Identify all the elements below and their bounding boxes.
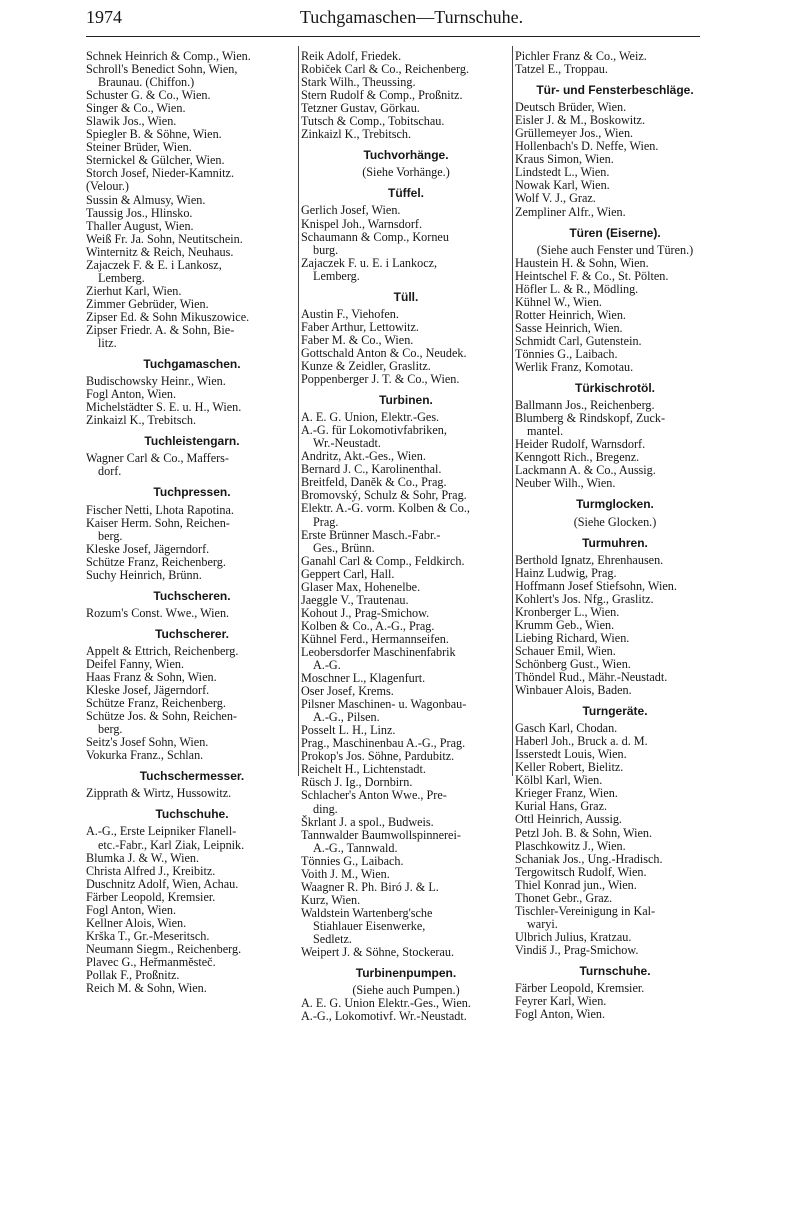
directory-entry: Kraus Simon, Wien. — [515, 152, 614, 167]
section-note: (Siehe auch Pumpen.) — [352, 983, 460, 998]
directory-entry: Schütze Franz, Reichenberg. — [86, 554, 226, 569]
column-divider — [512, 46, 513, 776]
directory-entry: Kurz, Wien. — [301, 892, 361, 907]
running-title: Tuchgamaschen—Turnschuhe. — [299, 7, 524, 27]
page-number: 1974 — [86, 7, 122, 27]
directory-entry: Pilsner Maschinen- u. Wagonbau- — [301, 697, 467, 712]
section-heading: Tuchpressen. — [153, 485, 231, 500]
directory-entry: Plavec G., Heřmanměsteč. — [86, 954, 216, 969]
section-heading: Turnschuhe. — [579, 964, 651, 978]
directory-entry: Kronberger L., Wien. — [515, 604, 620, 619]
directory-entry: Prag. — [313, 514, 339, 529]
section-heading: Tüll. — [393, 289, 419, 304]
directory-entry: Kaiser Herm. Sohn, Reichen- — [86, 515, 230, 530]
directory-entry: Haas Franz & Sohn, Wien. — [86, 670, 217, 685]
directory-entry: Kölbl Karl, Wien. — [515, 773, 603, 788]
directory-entry: Schuster G. & Co., Wien. — [86, 88, 211, 103]
directory-entry: litz. — [98, 336, 117, 351]
directory-entry: Rüsch J. Ig., Dornbirn. — [301, 775, 413, 790]
directory-entry: Kühnel W., Wien. — [515, 294, 602, 309]
directory-entry: Rozum's Const. Wwe., Wien. — [86, 605, 230, 620]
column-3 — [515, 50, 715, 1021]
section-heading: Tuchvorhänge. — [363, 148, 449, 163]
directory-entry: Ges., Brünn. — [313, 540, 375, 555]
directory-entry: Färber Leopold, Kremsier. — [515, 981, 645, 996]
directory-entry: Gottschald Anton & Co., Neudek. — [301, 345, 467, 360]
directory-entry: Kunze & Zeidler, Graslitz. — [301, 358, 431, 373]
directory-entry: Pichler Franz & Co., Weiz. — [515, 49, 647, 63]
directory-entry: Voith J. M., Wien. — [301, 866, 390, 881]
directory-entry: waryi. — [527, 916, 558, 931]
section-heading: Tuchscherer. — [155, 626, 229, 641]
directory-entry: Wagner Carl & Co., Maffers- — [86, 451, 229, 466]
directory-entry: Tischler-Vereinigung in Kal- — [515, 903, 656, 918]
directory-entry: Winternitz & Reich, Neuhaus. — [86, 244, 234, 259]
directory-entry: Kohout J., Prag-Smichow. — [301, 605, 430, 620]
directory-entry: Zajaczek F. & E. i Lankosz, — [86, 257, 222, 272]
directory-entry: Tatzel E., Troppau. — [515, 62, 608, 77]
section-heading: Tuchscheren. — [153, 588, 231, 603]
directory-entry: Faber Arthur, Lettowitz. — [301, 319, 419, 334]
directory-entry: ding. — [313, 801, 338, 816]
directory-entry: Heider Rudolf, Warnsdorf. — [515, 437, 646, 452]
directory-entry: Winbauer Alois, Baden. — [515, 683, 632, 698]
directory-entry: Petzl Joh. B. & Sohn, Wien. — [515, 825, 653, 840]
directory-entry: Kohlert's Jos. Nfg., Graslitz. — [515, 591, 654, 606]
directory-entry: Krumm Geb., Wien. — [515, 617, 615, 632]
directory-entry: Tönnies G., Laibach. — [301, 853, 404, 868]
directory-entry: Fogl Anton, Wien. — [515, 1007, 606, 1022]
directory-entry: Grüllemeyer Jos., Wien. — [515, 126, 634, 141]
directory-entry: Robiček Carl & Co., Reichenberg. — [301, 62, 469, 77]
directory-entry: Suchy Heinrich, Brünn. — [86, 567, 202, 582]
directory-entry: Zinkaizl K., Trebitsch. — [86, 413, 197, 428]
directory-entry: Sedletz. — [313, 932, 352, 946]
directory-entry: Thiel Konrad jun., Wien. — [515, 877, 637, 892]
directory-entry: (Velour.) — [86, 179, 129, 194]
directory-entry: Reik Adolf, Friedek. — [301, 49, 402, 63]
directory-entry: Deutsch Brüder, Wien. — [515, 100, 627, 115]
directory-entry: Neuber Wilh., Wien. — [515, 476, 616, 491]
directory-entry: Schütze Jos. & Sohn, Reichen- — [86, 709, 237, 724]
directory-entry: Schaniak Jos., Ung.-Hradisch. — [515, 851, 663, 866]
directory-entry: Feyrer Karl, Wien. — [515, 994, 607, 1009]
directory-entry: Reichelt H., Lichtenstadt. — [301, 762, 426, 777]
directory-entry: Kühnel Ferd., Hermannseifen. — [301, 631, 449, 646]
directory-entry: Lemberg. — [313, 268, 360, 283]
directory-entry: berg. — [98, 528, 123, 543]
directory-entry: Weiß Fr. Ja. Sohn, Neutitschein. — [86, 231, 243, 246]
directory-entry: Leobersdorfer Maschinenfabrik — [301, 644, 456, 659]
directory-entry: Deifel Fanny, Wien. — [86, 656, 184, 671]
directory-entry: Vokurka Franz., Schlan. — [86, 748, 204, 763]
directory-entry: Berthold Ignatz, Ehrenhausen. — [515, 552, 664, 567]
section-heading: Tuchschermesser. — [139, 769, 245, 784]
directory-entry: Stark Wilh., Theussing. — [301, 75, 416, 90]
directory-entry: Hollenbach's D. Neffe, Wien. — [515, 139, 659, 154]
directory-entry: Škrlant J. a spol., Budweis. — [301, 814, 434, 829]
directory-entry: Tutsch & Comp., Tobitschau. — [301, 114, 445, 129]
directory-entry: Fogl Anton, Wien. — [86, 387, 177, 402]
directory-entry: Thöndel Rud., Mähr.-Neustadt. — [515, 670, 668, 685]
directory-entry: A.-G., Erste Leipniker Flanell- — [86, 824, 237, 839]
directory-entry: Sussin & Almusy, Wien. — [86, 192, 206, 207]
directory-entry: Keller Robert, Bielitz. — [515, 760, 624, 775]
directory-entry: Austin F., Viehofen. — [301, 306, 399, 321]
directory-entry: Tannwalder Baumwollspinnerei- — [301, 827, 461, 842]
directory-entry: Blumka J. & W., Wien. — [86, 850, 200, 865]
directory-entry: Taussig Jos., Hlinsko. — [86, 205, 193, 220]
directory-entry: Schroll's Benedict Sohn, Wien, — [86, 62, 238, 77]
directory-entry: Weipert J. & Söhne, Stockerau. — [301, 945, 455, 960]
directory-entry: Neumann Siegm., Reichenberg. — [86, 941, 242, 956]
directory-entry: Plaschkowitz J., Wien. — [515, 838, 626, 853]
directory-entry: Geppert Carl, Hall. — [301, 566, 395, 581]
directory-entry: Vindiš J., Prag-Smichow. — [515, 942, 639, 957]
directory-entry: Bromovský, Schulz & Sohr, Prag. — [301, 488, 467, 503]
directory-entry: Schütze Franz, Reichenberg. — [86, 696, 226, 711]
directory-entry: Zimmer Gebrüder, Wien. — [86, 296, 209, 311]
section-heading: Tuchleistengarn. — [144, 434, 240, 449]
directory-entry: Höfler L. & R., Mödling. — [515, 281, 639, 296]
directory-entry: Hoffmann Josef Stiefsohn, Wien. — [515, 578, 677, 593]
directory-entry: Zipser Friedr. A. & Sohn, Bie- — [86, 322, 235, 337]
directory-entry: Schmidt Carl, Gutenstein. — [515, 333, 642, 348]
directory-entry: Bernard J. C., Karolinenthal. — [301, 462, 442, 477]
header-rule — [86, 36, 700, 37]
section-note: (Siehe Glocken.) — [573, 514, 657, 529]
directory-entry: Budischowsky Heinr., Wien. — [86, 374, 226, 389]
directory-entry: Braunau. (Chiffon.) — [98, 75, 195, 90]
directory-entry: Haustein H. & Sohn, Wien. — [515, 255, 649, 270]
directory-entry: Kenngott Rich., Bregenz. — [515, 450, 640, 465]
directory-entry: Spiegler B. & Söhne, Wien. — [86, 127, 222, 142]
section-heading: Turbinenpumpen. — [355, 966, 457, 981]
directory-entry: Tetzner Gustav, Görkau. — [301, 101, 420, 116]
directory-entry: Kleske Josef, Jägerndorf. — [86, 683, 210, 698]
directory-entry: Haberl Joh., Bruck a. d. M. — [515, 734, 648, 749]
directory-entry: mantel. — [527, 424, 564, 439]
directory-entry: Fogl Anton, Wien. — [86, 902, 177, 917]
directory-entry: Schnek Heinrich & Comp., Wien. — [86, 49, 251, 63]
directory-entry: A.-G., Tannwald. — [313, 840, 398, 855]
directory-entry: dorf. — [98, 464, 122, 479]
directory-entry: Andritz, Akt.-Ges., Wien. — [301, 449, 426, 464]
directory-entry: Blumberg & Rindskopf, Zuck- — [515, 411, 666, 426]
directory-entry: A.-G. für Lokomotivfabriken, — [301, 423, 447, 438]
column-2 — [301, 50, 511, 1023]
directory-entry: Christa Alfred J., Kreibitz. — [86, 863, 216, 878]
directory-entry: Thonet Gebr., Graz. — [515, 890, 613, 905]
directory-entry: Glaser Max, Hohenelbe. — [301, 579, 421, 594]
directory-entry: A. E. G. Union, Elektr.-Ges. — [301, 410, 440, 425]
directory-entry: Gasch Karl, Chodan. — [515, 721, 618, 736]
directory-entry: Zempliner Alfr., Wien. — [515, 204, 626, 219]
directory-entry: Faber M. & Co., Wien. — [301, 332, 414, 347]
directory-entry: Breitfeld, Daněk & Co., Prag. — [301, 475, 447, 490]
directory-entry: Oser Josef, Krems. — [301, 684, 394, 699]
directory-entry: Michelstädter S. E. u. H., Wien. — [86, 400, 242, 415]
directory-entry: Isserstedt Louis, Wien. — [515, 747, 627, 762]
directory-entry: Storch Josef, Nieder-Kamnitz. — [86, 166, 234, 181]
directory-entry: Wolf V. J., Graz. — [515, 191, 596, 206]
directory-entry: Kellner Alois, Wien. — [86, 915, 187, 930]
directory-entry: Krška T., Gr.-Meseritsch. — [86, 928, 210, 943]
directory-entry: Prokop's Jos. Söhne, Pardubitz. — [301, 749, 455, 764]
directory-entry: Jaeggle V., Trautenau. — [301, 592, 409, 607]
section-note: (Siehe auch Fenster und Türen.) — [536, 242, 694, 257]
directory-entry: Lemberg. — [98, 270, 145, 285]
column-divider — [298, 46, 299, 776]
section-heading: Tuchschuhe. — [155, 807, 229, 822]
directory-entry: Stiahlauer Eisenwerke, — [313, 918, 426, 933]
directory-entry: etc.-Fabr., Karl Ziak, Leipnik. — [98, 837, 245, 852]
directory-entry: Kolben & Co., A.-G., Prag. — [301, 618, 435, 633]
directory-entry: Waldstein Wartenberg'sche — [301, 905, 433, 920]
directory-entry: Färber Leopold, Kremsier. — [86, 889, 216, 904]
directory-entry: Nowak Karl, Wien. — [515, 178, 610, 193]
directory-entry: A.-G., Pilsen. — [313, 710, 380, 725]
directory-entry: A. E. G. Union Elektr.-Ges., Wien. — [301, 996, 471, 1011]
directory-entry: Posselt L. H., Linz. — [301, 723, 396, 738]
directory-entry: Elektr. A.-G. vorm. Kolben & Co., — [301, 501, 470, 516]
directory-entry: Poppenberger J. T. & Co., Wien. — [301, 372, 460, 387]
directory-entry: Eisler J. & M., Boskowitz. — [515, 113, 645, 128]
directory-entry: Gerlich Josef, Wien. — [301, 203, 401, 218]
directory-entry: Knispel Joh., Warnsdorf. — [301, 216, 422, 231]
directory-entry: Liebing Richard, Wien. — [515, 630, 630, 645]
directory-entry: Zipprath & Wirtz, Hussowitz. — [86, 786, 232, 801]
directory-entry: Kleske Josef, Jägerndorf. — [86, 541, 210, 556]
directory-entry: A.-G., Lokomotivf. Wr.-Neustadt. — [301, 1009, 467, 1024]
directory-entry: Schlacher's Anton Wwe., Pre- — [301, 788, 447, 803]
section-heading: Tüffel. — [388, 186, 424, 201]
directory-entry: Krieger Franz, Wien. — [515, 786, 618, 801]
directory-entry: Duschnitz Adolf, Wien, Achau. — [86, 876, 239, 891]
section-heading: Tür- und Fensterbeschläge. — [536, 83, 694, 98]
section-heading: Turmglocken. — [576, 497, 654, 512]
directory-entry: Werlik Franz, Komotau. — [515, 360, 634, 375]
directory-entry: Sasse Heinrich, Wien. — [515, 320, 623, 335]
section-heading: Turmuhren. — [582, 535, 648, 550]
directory-entry: Schauer Emil, Wien. — [515, 643, 616, 658]
directory-entry: Ballmann Jos., Reichenberg. — [515, 398, 655, 413]
column-1 — [86, 50, 298, 995]
directory-entry: Singer & Co., Wien. — [86, 101, 186, 116]
directory-entry: Zinkaizl K., Trebitsch. — [301, 127, 412, 142]
directory-entry: Zierhut Karl, Wien. — [86, 283, 182, 298]
directory-entry: Wr.-Neustadt. — [313, 436, 381, 451]
directory-entry: Stern Rudolf & Comp., Proßnitz. — [301, 88, 463, 103]
directory-entry: Pollak F., Proßnitz. — [86, 968, 180, 982]
directory-entry: Zajaczek F. u. E. i Lankocz, — [301, 255, 438, 270]
directory-entry: Hainz Ludwig, Prag. — [515, 565, 617, 580]
directory-entry: burg. — [313, 242, 339, 257]
directory-entry: Lindstedt L., Wien. — [515, 165, 610, 180]
directory-entry: berg. — [98, 722, 123, 737]
directory-entry: Slawik Jos., Wien. — [86, 114, 177, 129]
directory-entry: Prag., Maschinenbau A.-G., Prag. — [301, 736, 466, 751]
directory-entry: Schönberg Gust., Wien. — [515, 656, 631, 671]
directory-entry: Ulbrich Julius, Kratzau. — [515, 929, 632, 944]
directory-entry: Appelt & Ettrich, Reichenberg. — [86, 643, 239, 658]
directory-entry: Rotter Heinrich, Wien. — [515, 307, 626, 322]
directory-entry: Ganahl Carl & Comp., Feldkirch. — [301, 553, 465, 568]
directory-entry: Sternickel & Gülcher, Wien. — [86, 153, 225, 168]
directory-entry: Steiner Brüder, Wien. — [86, 140, 192, 155]
directory-entry: Tergowitsch Rudolf, Wien. — [515, 864, 647, 879]
directory-entry: Moschner L., Klagenfurt. — [301, 671, 426, 686]
section-heading: Tuchgamaschen. — [143, 357, 241, 372]
directory-entry: A.-G. — [313, 658, 341, 673]
directory-entry: Thaller August, Wien. — [86, 218, 194, 233]
directory-entry: Schaumann & Comp., Korneu — [301, 229, 449, 244]
directory-entry: Waagner R. Ph. Biró J. & L. — [301, 879, 439, 894]
section-heading: Türen (Eiserne). — [569, 225, 661, 240]
directory-entry: Kurial Hans, Graz. — [515, 799, 608, 814]
section-heading: Türkischrotöl. — [574, 381, 655, 396]
directory-entry: Ottl Heinrich, Aussig. — [515, 812, 622, 827]
directory-entry: Lackmann A. & Co., Aussig. — [515, 463, 656, 478]
section-note: (Siehe Vorhänge.) — [362, 165, 450, 180]
section-heading: Turbinen. — [379, 393, 433, 408]
directory-entry: Erste Brünner Masch.-Fabr.- — [301, 527, 441, 542]
directory-entry: Reich M. & Sohn, Wien. — [86, 981, 207, 996]
directory-entry: Zipser Ed. & Sohn Mikuszowice. — [86, 309, 250, 324]
directory-entry: Seitz's Josef Sohn, Wien. — [86, 735, 209, 750]
directory-entry: Heintschel F. & Co., St. Pölten. — [515, 268, 669, 283]
section-heading: Turngeräte. — [582, 704, 648, 719]
directory-entry: Fischer Netti, Lhota Rapotina. — [86, 502, 234, 517]
directory-entry: Tönnies G., Laibach. — [515, 346, 618, 361]
